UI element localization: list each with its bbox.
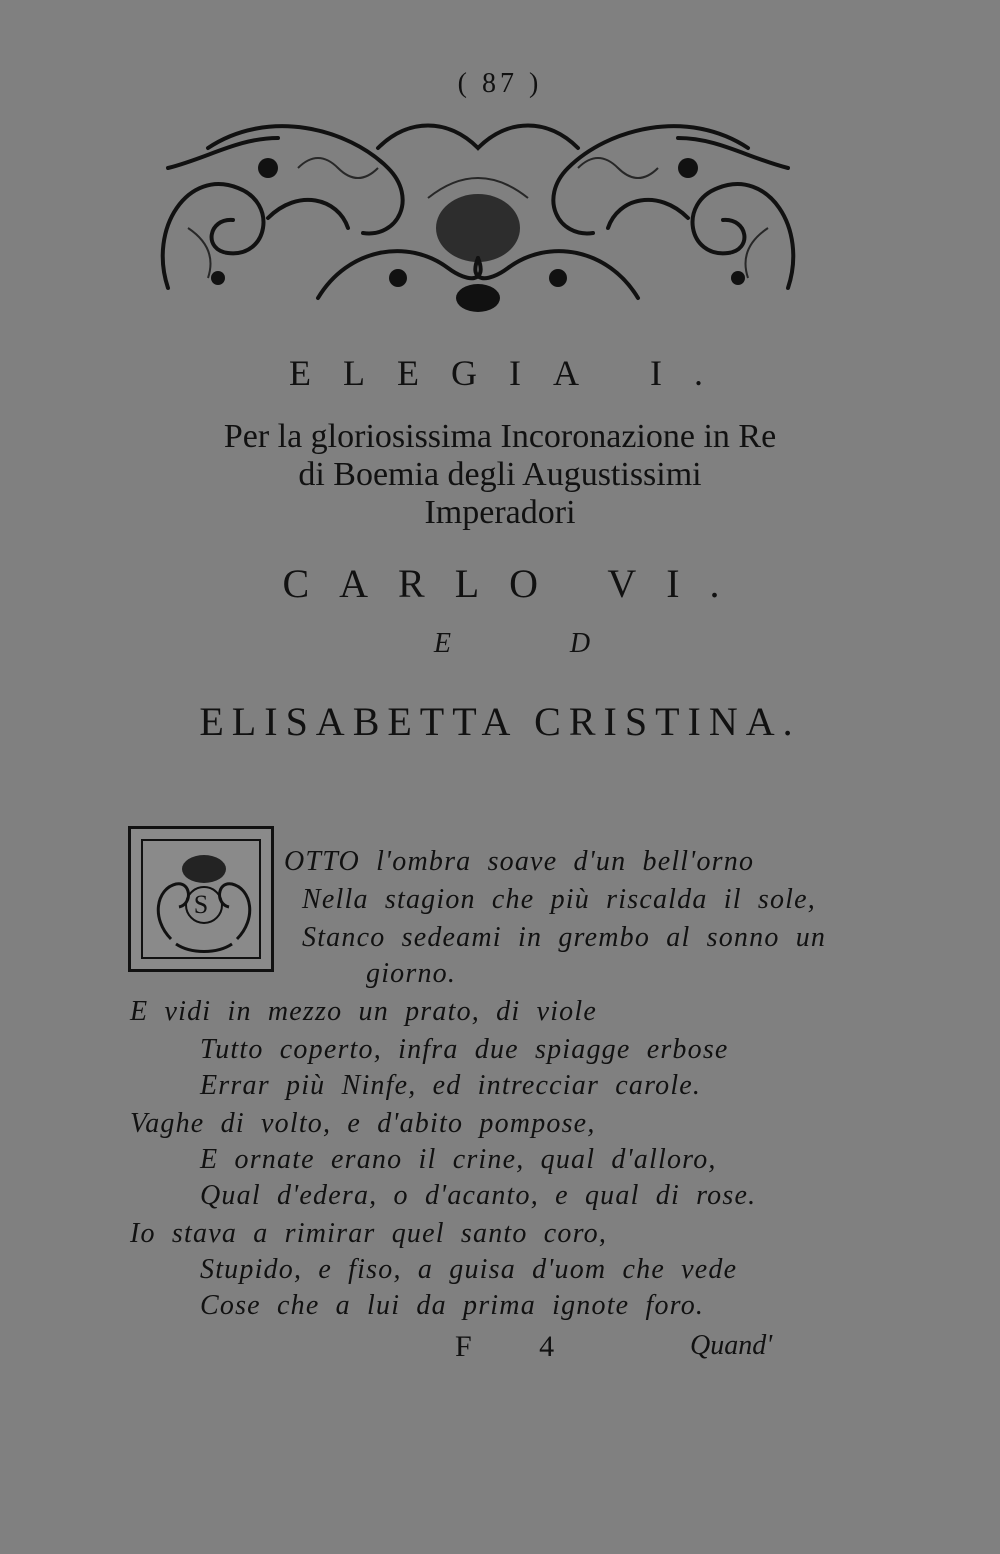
poem-line: Nella stagion che più riscalda il sole, xyxy=(302,884,816,915)
catchword: Quand' xyxy=(690,1330,773,1361)
empress-name: ELISABETTA CRISTINA. xyxy=(199,699,801,744)
emperor-name: CARLO VI. xyxy=(282,561,750,606)
poem-line: Errar più Ninfe, ed intrecciar carole. xyxy=(200,1070,702,1101)
poem-line: giorno. xyxy=(366,958,457,989)
poem-line: Tutto coperto, infra due spiagge erbose xyxy=(200,1034,729,1065)
poem-line: Cose che a lui da prima ignote foro. xyxy=(200,1290,705,1321)
page-number: ( 87 ) xyxy=(457,68,543,99)
subtitle-line: Imperadori xyxy=(424,494,576,531)
subtitle-line: Per la gloriosissima Incoronazione in Re xyxy=(223,418,777,455)
poem-line: Qual d'edera, o d'acanto, e qual di rose. xyxy=(200,1180,757,1211)
poem-line: Vaghe di volto, e d'abito pompose, xyxy=(130,1108,596,1139)
poem-line: Stupido, e fiso, a guisa d'uom che vede xyxy=(200,1254,738,1285)
poem-line: Io stava a rimirar quel santo coro, xyxy=(130,1218,608,1249)
poem-line: Stanco sedeami in grembo al sonno un xyxy=(302,922,827,953)
elegy-title: ELEGIA I. xyxy=(289,353,735,393)
poem-line: OTTO l'ombra soave d'un bell'orno xyxy=(284,846,755,877)
conjunction: E D xyxy=(433,628,647,659)
initial-letter: S xyxy=(193,890,209,919)
poem-line: E ornate erano il crine, qual d'alloro, xyxy=(200,1144,717,1175)
poem-line: E vidi in mezzo un prato, di viole xyxy=(130,996,597,1027)
subtitle-line: di Boemia degli Augustissimi xyxy=(298,456,702,493)
signature-mark: F 4 xyxy=(455,1330,585,1363)
